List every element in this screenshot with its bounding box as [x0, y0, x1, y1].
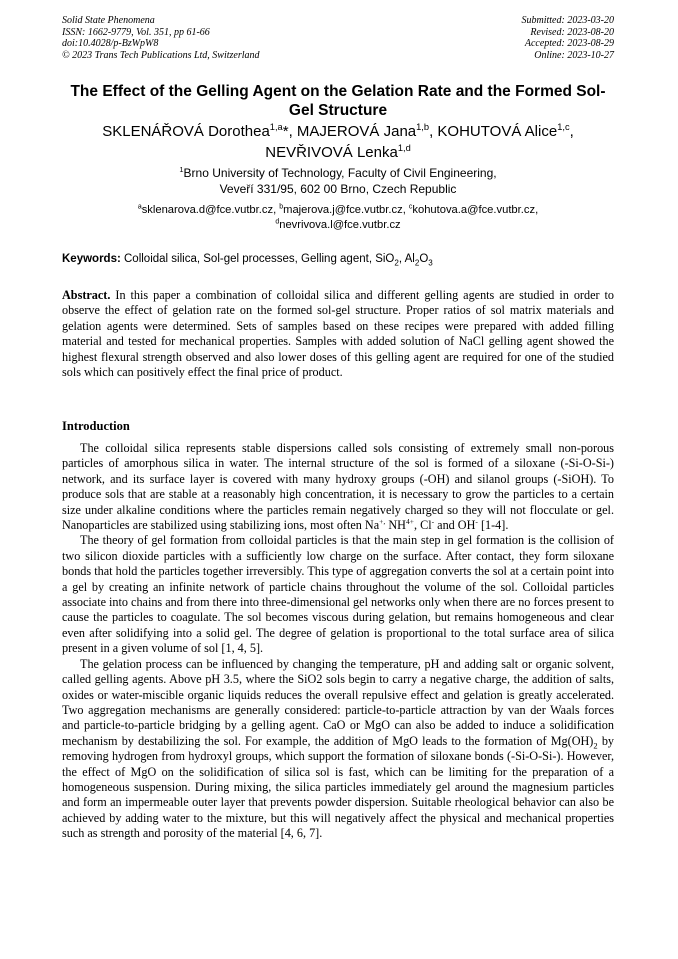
email-link[interactable]: sklenarova.d@fce.vutbr.cz: [141, 204, 274, 216]
keywords: Keywords: Colloidal silica, Sol-gel processes, Gelling agent, SiO$_2$, $Al_2O_3$: [62, 253, 433, 268]
affiliation-number: 1: [179, 165, 184, 174]
keywords-label: Keywords:: [62, 253, 121, 265]
submitted-date: Submitted: 2023-03-20: [521, 15, 614, 26]
author: KOHUTOVÁ Alice$^{1,c}$,: [437, 122, 574, 140]
author-affiliation-mark: 1,b: [416, 122, 430, 132]
author: MAJEROVÁ Jana$^{1,b}$,: [296, 122, 438, 140]
revised-date: Revised: 2023-08-20: [530, 26, 614, 38]
author-affiliation-mark: 1,d: [397, 143, 411, 153]
paragraph: The colloidal silica represents stable dispersions called sols consisting of extremely small non-porous particles of amorphous silica in water. The internal structure of the sol is formed of a siloxane (-Si-O-Si-) network, and its surface layer is covered with many hydroxy groups (-OH) and silanol groups (-SiOH). To produce sols that are stable at a reasonably high concentration, it is necessary to grow the particles to a certain size under alkaline conditions where the particles remain negatively charged so they will not flocculate or gel. Nanoparticles are stabilized using stabilizing ions, most often Na+, $NH^{4+}$, Cl- and OH- [1-4].: [62, 441, 614, 533]
author-list: [62, 121, 614, 163]
online-date: Online: 2023-10-27: [534, 49, 614, 61]
email-link[interactable]: nevrivova.l@fce.vutbr.cz: [279, 219, 401, 231]
copyright: © 2023 Trans Tech Publications Ltd, Switzerland: [62, 49, 260, 61]
email-link[interactable]: majerova.j@fce.vutbr.cz: [283, 204, 403, 216]
author: [265, 144, 411, 161]
affiliation-address: Veveří 331/95, 602 00 Brno, Czech Republic: [219, 181, 457, 196]
journal-info: [62, 15, 260, 61]
abstract-label: Abstract.: [62, 288, 111, 302]
author: SKLENÁŘOVÁ Dorothea$^{1,a}$*,: [102, 122, 297, 140]
author-name: KOHUTOVÁ Alice: [437, 123, 558, 140]
author-name: SKLENÁŘOVÁ Dorothea: [102, 123, 270, 140]
keywords-text: Colloidal silica, Sol-gel processes, Gelling agent, SiO: [124, 253, 395, 265]
paragraph: The theory of gel formation from colloidal particles is that the main step in gel formation is the collision of two silicon dioxide particles with a sufficiently low charge on the surface. After contact, they form siloxane bonds that hold the particles together irreversibly. This type of aggregation converts the sol at a certain point into a gel by creating an infinite network of particle chains throughout the volume of the sol. Colloidal particles associate into chains and from there into three-dimensional gel networks only when there are no forces present to cause the particles to coagulate. The sol becomes viscous during gelation, but remains homogeneous and clear even after solidifying into a solid gel. The degree of gelation is proportional to the total surface area of silica present in a given volume of sol [1, 4, 5].: [62, 533, 614, 656]
author-affiliation-mark: 1,c: [557, 122, 570, 132]
abstract-text: In this paper a combination of colloidal silica and different gelling agents are studied in order to observe the effect of gelation rate on the formed sol-gel structure. Proper ratios of sol matrix materials and gelation agents were determined. Sets of samples based on these recipes were prepared with added filling material and tested for mechanical properties. Samples with added solution of NaCl gelling agent showed the highest flexural strength observed and also lower doses of this gelling agent are required for one of the studied sols which can positively effect the final price of product.: [62, 288, 615, 380]
corresponding-author-mark: *: [282, 123, 289, 140]
affiliation: [62, 166, 614, 197]
publication-dates: [522, 15, 615, 61]
paper-title: The Effect of the Gelling Agent on the Gelation Rate and the Formed Sol-Gel Structure: [70, 83, 606, 119]
issn: ISSN: 1662-9779, Vol. 351, pp 61-66: [62, 26, 210, 38]
abstract: [62, 288, 614, 380]
email-link[interactable]: kohutova.a@fce.vutbr.cz: [412, 204, 536, 216]
journal-name: Solid State Phenomena: [62, 15, 155, 26]
author-affiliation-mark: 1,a: [269, 122, 283, 132]
introduction-body: [62, 441, 614, 842]
affiliation-line: Brno University of Technology, Faculty of Civil Engineering,: [183, 166, 497, 180]
paragraph: The gelation process can be influenced by changing the temperature, pH and adding salt or organic solvent, called gelling agents. Above pH 3.5, where the SiO2 sols begin to carry a negative charge, the addition of salts, oxides or water-miscible organic liquids reduces the overall repulsive effect and gelation is greatly accelerated. Two aggregation mechanisms are generally considered: particle-to-particle attraction by van der Waals forces and particle-to-particle bridging by a gelling agent. CaO or MgO can also be added to induce a solidification mechanism by destabilizing the sol. For example, the addition of MgO leads to the formation of $Mg(OH)_2$ by removing hydrogen from hydroxyl groups, which support the formation of siloxane bonds (-Si-O-Si-). However, the effect of MgO on the solidification of silica sol is fast, which can be limiting for the preparation of a homogeneous suspension. During mixing, the silica particles immediately gel around the magnesium particles and form an impermeable outer layer that prevents powder dispersion. Suitable rheological behavior can also be achieved by adding water to the mixture, but this will negatively affect the physical and mechanical properties such as strength and porosity of the material [4, 6, 7].: [62, 656, 615, 841]
accepted-date: Accepted: 2023-08-29: [524, 38, 614, 50]
section-heading: Introduction: [62, 419, 130, 433]
email-list: $^a$sklenarova.d@fce.vutbr.cz, $^b$majerova.j@fce.vutbr.cz, $^c$kohutova.a@fce.vutbr.cz, $^d$nevrivova.l@fce.vutbr.cz: [137, 203, 539, 231]
doi: doi:10.4028/p-BzWpW8: [62, 38, 159, 50]
author-name: MAJEROVÁ Jana: [296, 123, 417, 140]
author-name: NEVŘIVOVÁ Lenka: [265, 144, 398, 161]
